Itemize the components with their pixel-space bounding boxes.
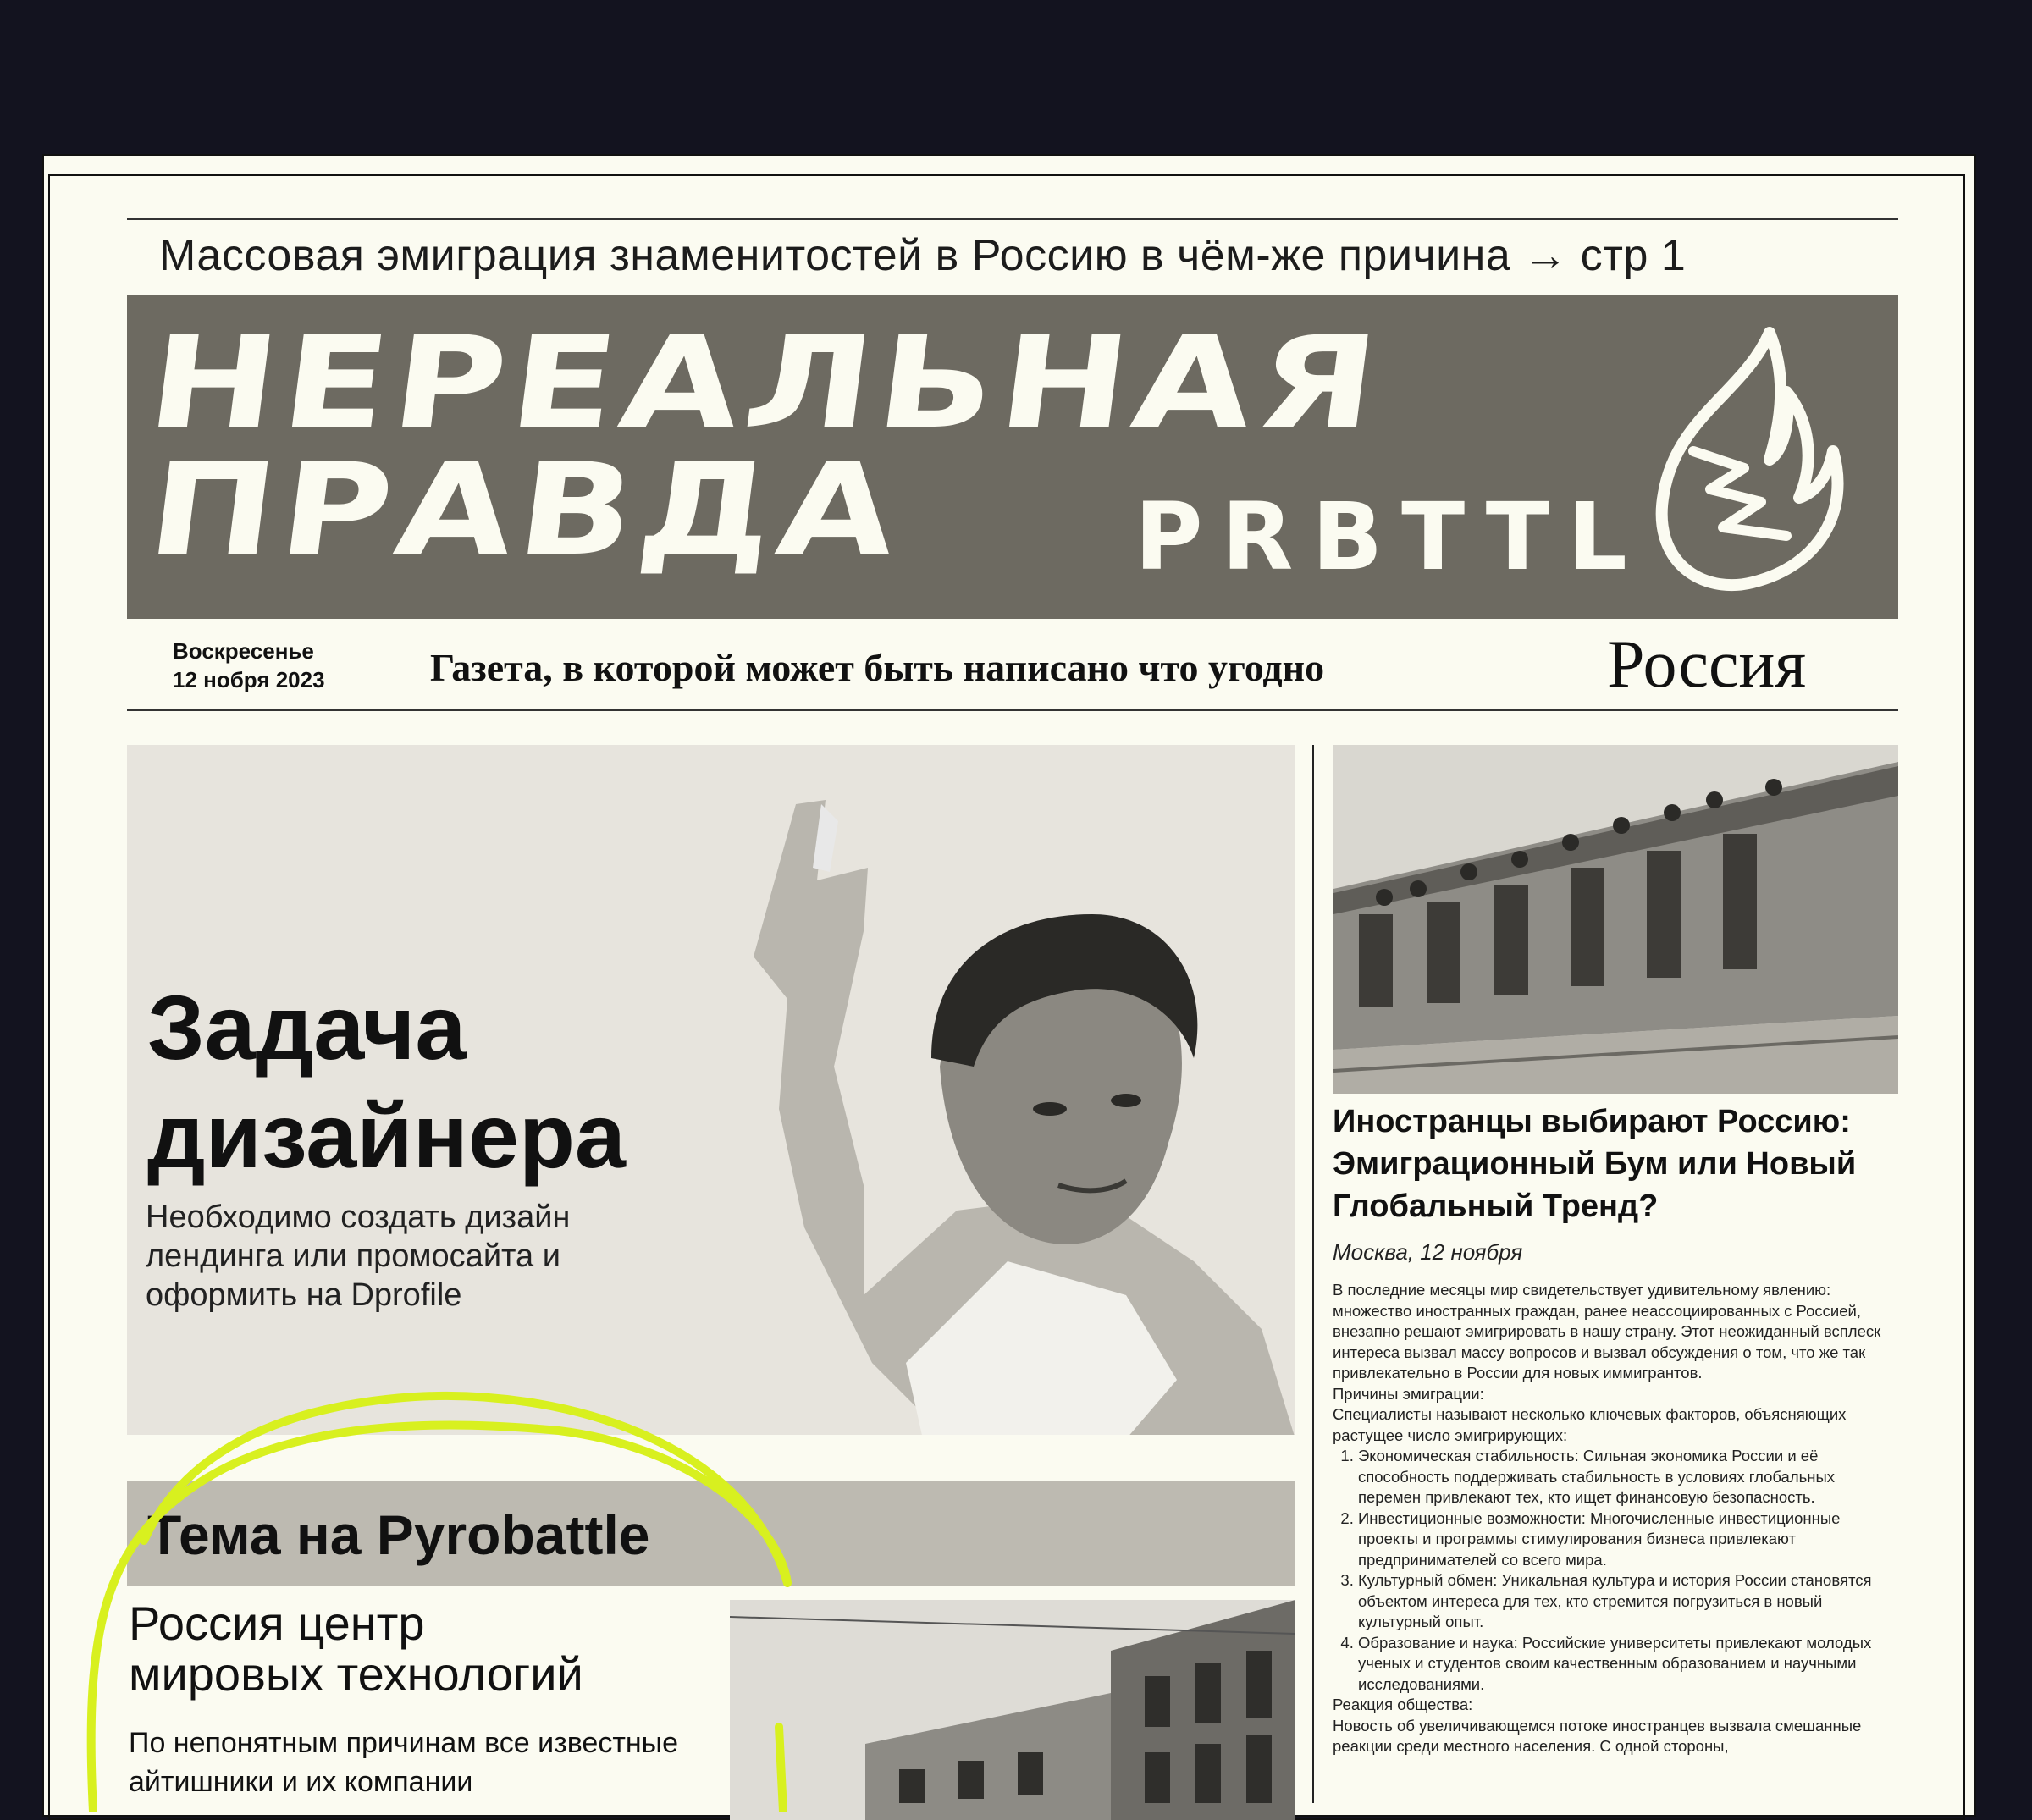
flame-logo-icon bbox=[1643, 324, 1854, 595]
hero-title-line2: дизайнера bbox=[147, 1084, 626, 1187]
hero-title-line1: Задача bbox=[147, 976, 467, 1078]
issue-date bbox=[173, 637, 325, 694]
section-text: По непонятным причинам все известные айтишники и их компании bbox=[129, 1727, 679, 1798]
hero-title bbox=[147, 973, 626, 1190]
reaction-text: Новость об увеличивающемся потоке иностранцев вызвала смешанные реакции среди местного населения. С одной стороны, bbox=[1333, 1716, 1862, 1755]
list-item: 2. Инвестиционные возможности: Многочисленные инвестиционные проекты и программы стимулирования бизнеса привлекают предпринимателей со всего мира. bbox=[1358, 1508, 1900, 1571]
list-item: 4. Образование и наука: Российские университеты привлекают молодых ученых и студентов своим качественным образованием и научными исследованиями. bbox=[1358, 1633, 1900, 1696]
article-intro: В последние месяцы мир свидетельствует удивительному явлению: множество иностранных граждан, ранее неассоциированных с Россией, внезапно решают эмигрировать в нашу страну. Этот неожиданный всплеск интереса вызвал массу вопросов и вызвал обсуждения о том, что же так привлекательно в России для новых иммигрантов. bbox=[1333, 1281, 1881, 1382]
brand-wordmark: PRBTTL bbox=[1135, 483, 1646, 591]
masthead-bottom-rule bbox=[127, 709, 1898, 711]
masthead-title-line1: НЕРЕАЛЬНАЯ bbox=[141, 310, 1392, 457]
article-dateline: Москва, 12 ноября bbox=[1333, 1239, 1523, 1265]
tagline: Газета, в которой может быть написано что угодно bbox=[430, 646, 1325, 689]
country-label: Россия bbox=[1607, 627, 1807, 702]
top-rule bbox=[127, 218, 1898, 220]
column-divider bbox=[1312, 745, 1314, 1803]
list-item: 1. Экономическая стабильность: Сильная экономика России и её способность поддерживать стабильность в условиях глобальных перемен привлекают тех, кто ищет финансовую безопасность. bbox=[1358, 1446, 1900, 1508]
hero-description: Необходимо создать дизайн лендинга или промосайта и оформить на Dprofile bbox=[146, 1200, 571, 1313]
highlight-scribble bbox=[51, 1371, 813, 1812]
weekday: Воскресенье bbox=[173, 638, 314, 664]
article-body bbox=[1333, 1280, 1900, 1757]
masthead bbox=[127, 295, 1898, 619]
reasons-list bbox=[1333, 1446, 1900, 1695]
section-title-line1: Россия центр bbox=[129, 1597, 425, 1650]
date-value: 12 нобря 2023 bbox=[173, 667, 325, 692]
reaction-heading: Реакция общества: bbox=[1333, 1696, 1473, 1713]
hero-card[interactable] bbox=[127, 745, 1295, 1435]
kicker-headline[interactable]: Массовая эмиграция знаменитостей в Россию в чём-же причина → стр 1 bbox=[159, 231, 1687, 280]
reasons-heading: Причины эмиграции: bbox=[1333, 1384, 1484, 1403]
building-photo bbox=[730, 1600, 1295, 1820]
section-title-line2: мировых технологий bbox=[129, 1647, 583, 1701]
train-photo bbox=[1334, 745, 1898, 1094]
section-band-label: Тема на Pyrobattle bbox=[147, 1503, 650, 1566]
masthead-title-line2: ПРАВДА bbox=[141, 437, 910, 584]
list-item: 3. Культурный обмен: Уникальная культура и история России становятся объектом интереса для тех, кто стремится погрузиться в новый культурный опыт. bbox=[1358, 1570, 1900, 1633]
article-title[interactable]: Иностранцы выбирают Россию: Эмиграционный Бум или Новый Глобальный Тренд? bbox=[1333, 1104, 1857, 1224]
reasons-intro: Специалисты называют несколько ключевых факторов, объясняющих растущее число эмигрирующих: bbox=[1333, 1405, 1847, 1444]
person-photo bbox=[652, 787, 1295, 1435]
